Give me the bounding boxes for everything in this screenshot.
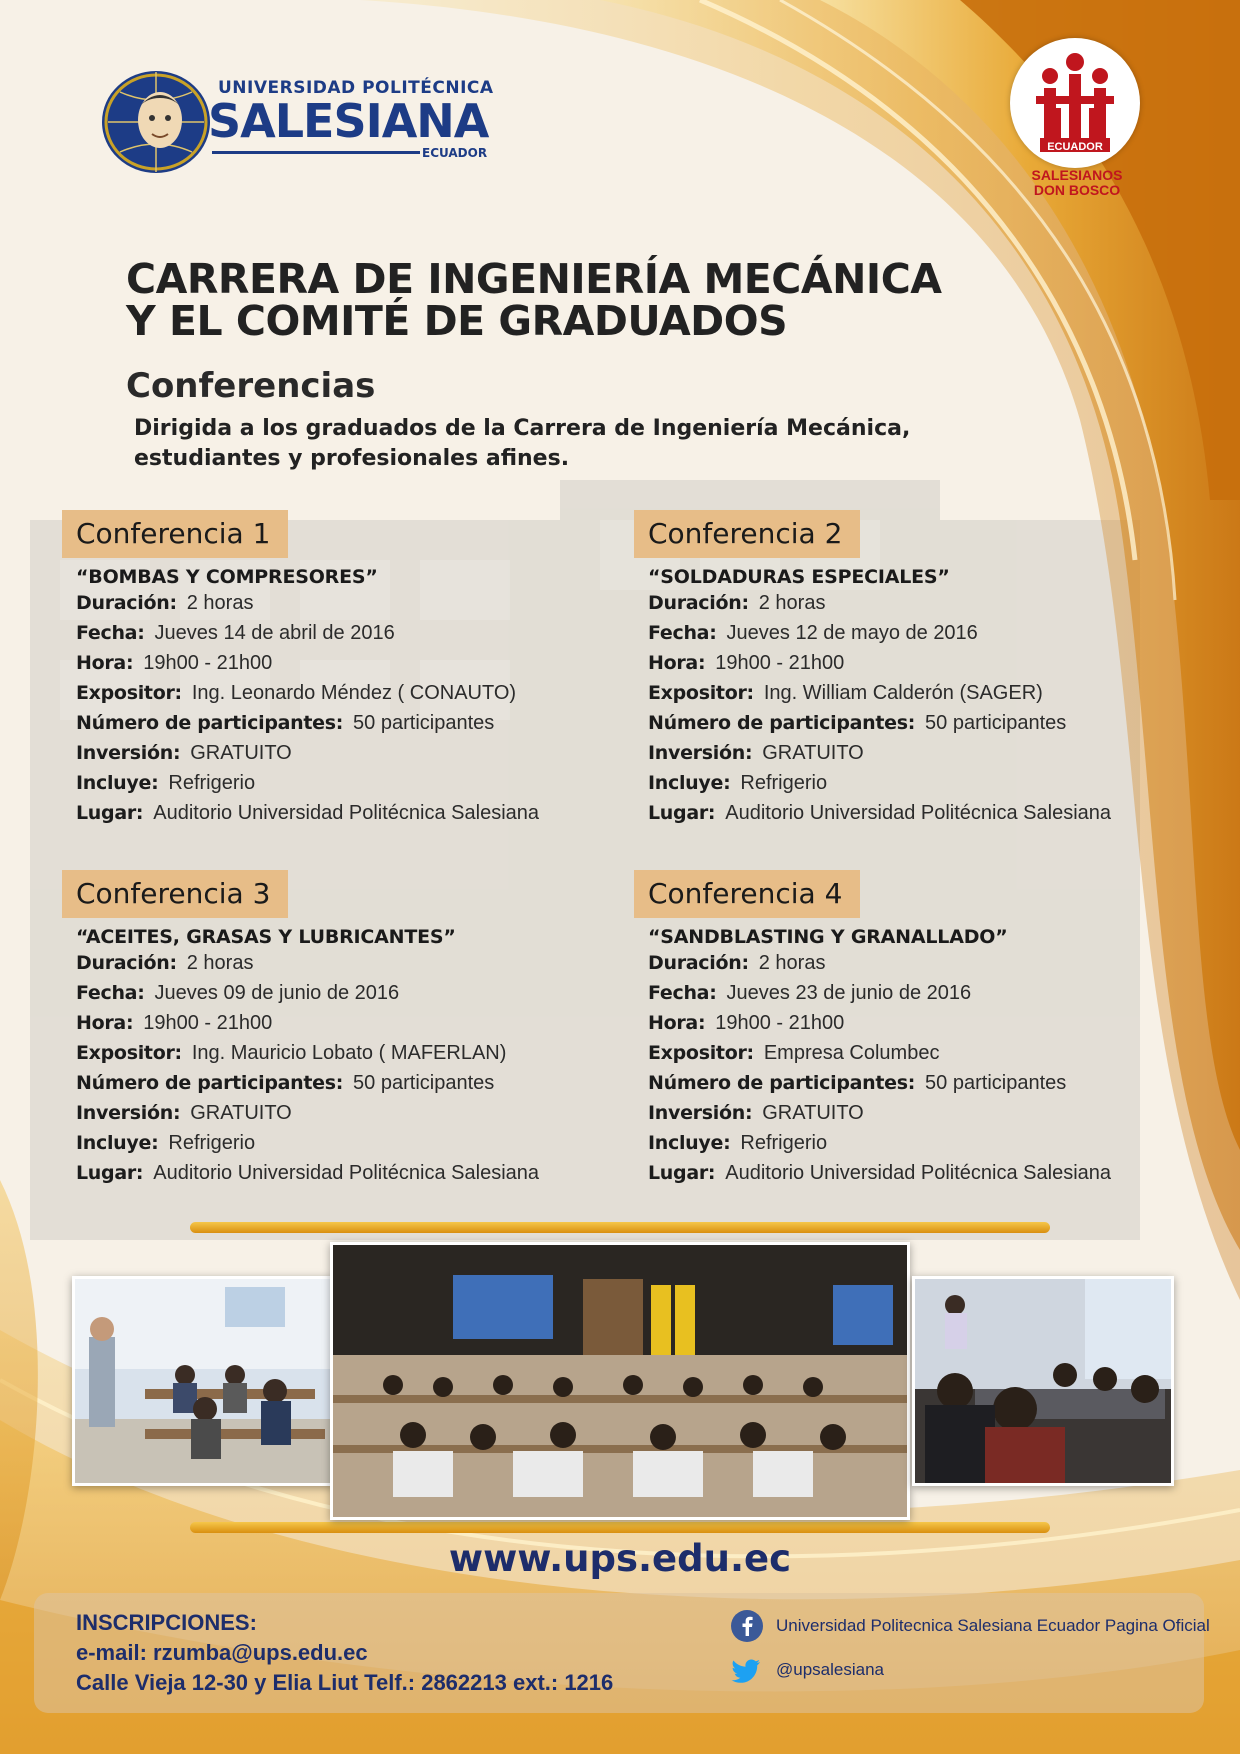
row-inversion xyxy=(76,738,582,768)
label: Incluye: xyxy=(648,1132,731,1154)
row-participantes xyxy=(76,1068,582,1098)
conference-topic: “SANDBLASTING Y GRANALLADO” xyxy=(648,926,1008,948)
row-duracion xyxy=(648,588,1154,618)
value: Auditorio Universidad Politécnica Salesiana xyxy=(725,802,1112,824)
conference-topic: “ACEITES, GRASAS Y LUBRICANTES” xyxy=(76,926,456,948)
row-hora xyxy=(648,1008,1154,1038)
label: Duración: xyxy=(76,592,177,614)
value: 50 participantes xyxy=(925,712,1067,734)
label: Duración: xyxy=(648,952,749,974)
university-country: ECUADOR xyxy=(422,146,488,160)
website-url[interactable]: www.ups.edu.ec xyxy=(448,1537,792,1580)
label: Hora: xyxy=(76,652,134,674)
subtitle: Conferencias xyxy=(126,366,376,406)
title-line-1: CARRERA DE INGENIERÍA MECÁNICA xyxy=(126,255,942,303)
label: Hora: xyxy=(648,1012,706,1034)
label: Inversión: xyxy=(76,742,181,764)
conference-heading: Conferencia 2 xyxy=(634,510,860,558)
row-participantes xyxy=(648,1068,1154,1098)
value: 2 horas xyxy=(186,952,254,974)
value: Auditorio Universidad Politécnica Salesiana xyxy=(153,1162,540,1184)
gold-divider-top xyxy=(190,1222,1050,1233)
conference-4 xyxy=(634,870,1154,1188)
row-fecha xyxy=(648,618,1154,648)
twitter-icon xyxy=(730,1653,764,1687)
conference-topic: “SOLDADURAS ESPECIALES” xyxy=(648,566,950,588)
label: Hora: xyxy=(648,652,706,674)
conference-2 xyxy=(634,510,1154,828)
conference-heading: Conferencia 3 xyxy=(62,870,288,918)
label: Número de participantes: xyxy=(76,712,344,734)
value: Refrigerio xyxy=(168,1132,256,1154)
value: Jueves 09 de junio de 2016 xyxy=(154,982,400,1004)
label: Expositor: xyxy=(76,682,182,704)
conference-heading: Conferencia 4 xyxy=(634,870,860,918)
label: Fecha: xyxy=(648,622,717,644)
value: Ing. William Calderón (SAGER) xyxy=(763,682,1043,704)
row-fecha xyxy=(76,978,582,1008)
value: GRATUITO xyxy=(190,1102,292,1124)
value: GRATUITO xyxy=(762,742,864,764)
label: Inversión: xyxy=(76,1102,181,1124)
value: 50 participantes xyxy=(353,712,495,734)
value: 19h00 - 21h00 xyxy=(715,1012,845,1034)
email-text[interactable]: e-mail: rzumba@ups.edu.ec xyxy=(76,1640,368,1665)
row-duracion xyxy=(76,588,582,618)
value: 2 horas xyxy=(758,952,826,974)
value: GRATUITO xyxy=(190,742,292,764)
row-participantes xyxy=(76,708,582,738)
label: Número de participantes: xyxy=(76,1072,344,1094)
value: 19h00 - 21h00 xyxy=(143,652,273,674)
label: Incluye: xyxy=(76,1132,159,1154)
row-lugar xyxy=(648,1158,1154,1188)
sdb-line2: DON BOSCO xyxy=(1033,182,1121,198)
facebook-icon xyxy=(730,1609,764,1643)
value: GRATUITO xyxy=(762,1102,864,1124)
value: Empresa Columbec xyxy=(763,1042,940,1064)
label: Lugar: xyxy=(76,1162,144,1184)
photo-classroom-left xyxy=(72,1276,334,1486)
row-fecha xyxy=(648,978,1154,1008)
sdb-country: ECUADOR xyxy=(1047,141,1103,153)
row-inversion xyxy=(76,1098,582,1128)
label: Lugar: xyxy=(648,1162,716,1184)
label: Número de participantes: xyxy=(648,712,916,734)
row-incluye xyxy=(76,1128,582,1158)
audience-line-2: estudiantes y profesionales afines. xyxy=(134,446,570,471)
row-expositor xyxy=(76,1038,582,1068)
salesianos-don-bosco-logo xyxy=(1010,38,1144,208)
row-lugar xyxy=(76,798,582,828)
row-incluye xyxy=(648,1128,1154,1158)
value: Jueves 12 de mayo de 2016 xyxy=(726,622,978,644)
value: 2 horas xyxy=(186,592,254,614)
value: Auditorio Universidad Politécnica Salesiana xyxy=(725,1162,1112,1184)
address-text: Calle Vieja 12-30 y Elia Liut Telf.: 2862213 ext.: 1216 xyxy=(76,1670,614,1695)
value: Auditorio Universidad Politécnica Salesiana xyxy=(153,802,540,824)
row-duracion xyxy=(648,948,1154,978)
label: Duración: xyxy=(648,592,749,614)
logo-underline xyxy=(212,151,420,154)
row-fecha xyxy=(76,618,582,648)
photo-auditorium xyxy=(330,1242,910,1520)
row-incluye xyxy=(76,768,582,798)
label: Fecha: xyxy=(76,622,145,644)
label: Inversión: xyxy=(648,742,753,764)
conference-3 xyxy=(62,870,582,1188)
audience-text xyxy=(134,414,994,474)
row-lugar xyxy=(648,798,1154,828)
row-hora xyxy=(648,648,1154,678)
value: 2 horas xyxy=(758,592,826,614)
conference-topic: “BOMBAS Y COMPRESORES” xyxy=(76,566,378,588)
row-hora xyxy=(76,1008,582,1038)
row-expositor xyxy=(648,1038,1154,1068)
value: Refrigerio xyxy=(740,772,828,794)
facebook-label: Universidad Politecnica Salesiana Ecuador Pagina Oficial xyxy=(776,1616,1210,1635)
label: Expositor: xyxy=(76,1042,182,1064)
value: Ing. Mauricio Lobato ( MAFERLAN) xyxy=(191,1042,507,1064)
sdb-line1: SALESIANOS xyxy=(1031,167,1123,183)
university-name: SALESIANA xyxy=(208,94,489,148)
value: Refrigerio xyxy=(740,1132,828,1154)
value: Refrigerio xyxy=(168,772,256,794)
label: Lugar: xyxy=(648,802,716,824)
audience-line-1: Dirigida a los graduados de la Carrera de Ingeniería Mecánica, xyxy=(134,416,911,441)
title-line-2: Y EL COMITÉ DE GRADUADOS xyxy=(126,297,788,345)
row-incluye xyxy=(648,768,1154,798)
value: Jueves 14 de abril de 2016 xyxy=(154,622,395,644)
globe-portrait-icon xyxy=(100,68,212,176)
page-title xyxy=(126,255,1026,345)
value: Ing. Leonardo Méndez ( CONAUTO) xyxy=(191,682,517,704)
value: 50 participantes xyxy=(925,1072,1067,1094)
label: Número de participantes: xyxy=(648,1072,916,1094)
twitter-link[interactable] xyxy=(730,1652,884,1688)
inscripciones-label: INSCRIPCIONES: xyxy=(76,1610,257,1635)
gold-divider-bottom xyxy=(190,1522,1050,1533)
row-hora xyxy=(76,648,582,678)
label: Incluye: xyxy=(76,772,159,794)
row-lugar xyxy=(76,1158,582,1188)
twitter-label: @upsalesiana xyxy=(776,1660,884,1679)
value: 50 participantes xyxy=(353,1072,495,1094)
label: Lugar: xyxy=(76,802,144,824)
row-expositor xyxy=(648,678,1154,708)
row-inversion xyxy=(648,738,1154,768)
label: Expositor: xyxy=(648,682,754,704)
photo-meeting-right xyxy=(912,1276,1174,1486)
label: Inversión: xyxy=(648,1102,753,1124)
label: Fecha: xyxy=(648,982,717,1004)
logo-disc xyxy=(1010,38,1140,168)
university-top-label: UNIVERSIDAD POLITÉCNICA xyxy=(218,78,494,98)
conference-1 xyxy=(62,510,582,828)
label: Incluye: xyxy=(648,772,731,794)
label: Duración: xyxy=(76,952,177,974)
row-inversion xyxy=(648,1098,1154,1128)
row-participantes xyxy=(648,708,1154,738)
value: 19h00 - 21h00 xyxy=(143,1012,273,1034)
value: Jueves 23 de junio de 2016 xyxy=(726,982,972,1004)
label: Fecha: xyxy=(76,982,145,1004)
ups-logo xyxy=(100,64,500,182)
facebook-link[interactable] xyxy=(730,1608,1210,1644)
label: Expositor: xyxy=(648,1042,754,1064)
value: 19h00 - 21h00 xyxy=(715,652,845,674)
row-expositor xyxy=(76,678,582,708)
label: Hora: xyxy=(76,1012,134,1034)
conference-heading: Conferencia 1 xyxy=(62,510,288,558)
row-duracion xyxy=(76,948,582,978)
